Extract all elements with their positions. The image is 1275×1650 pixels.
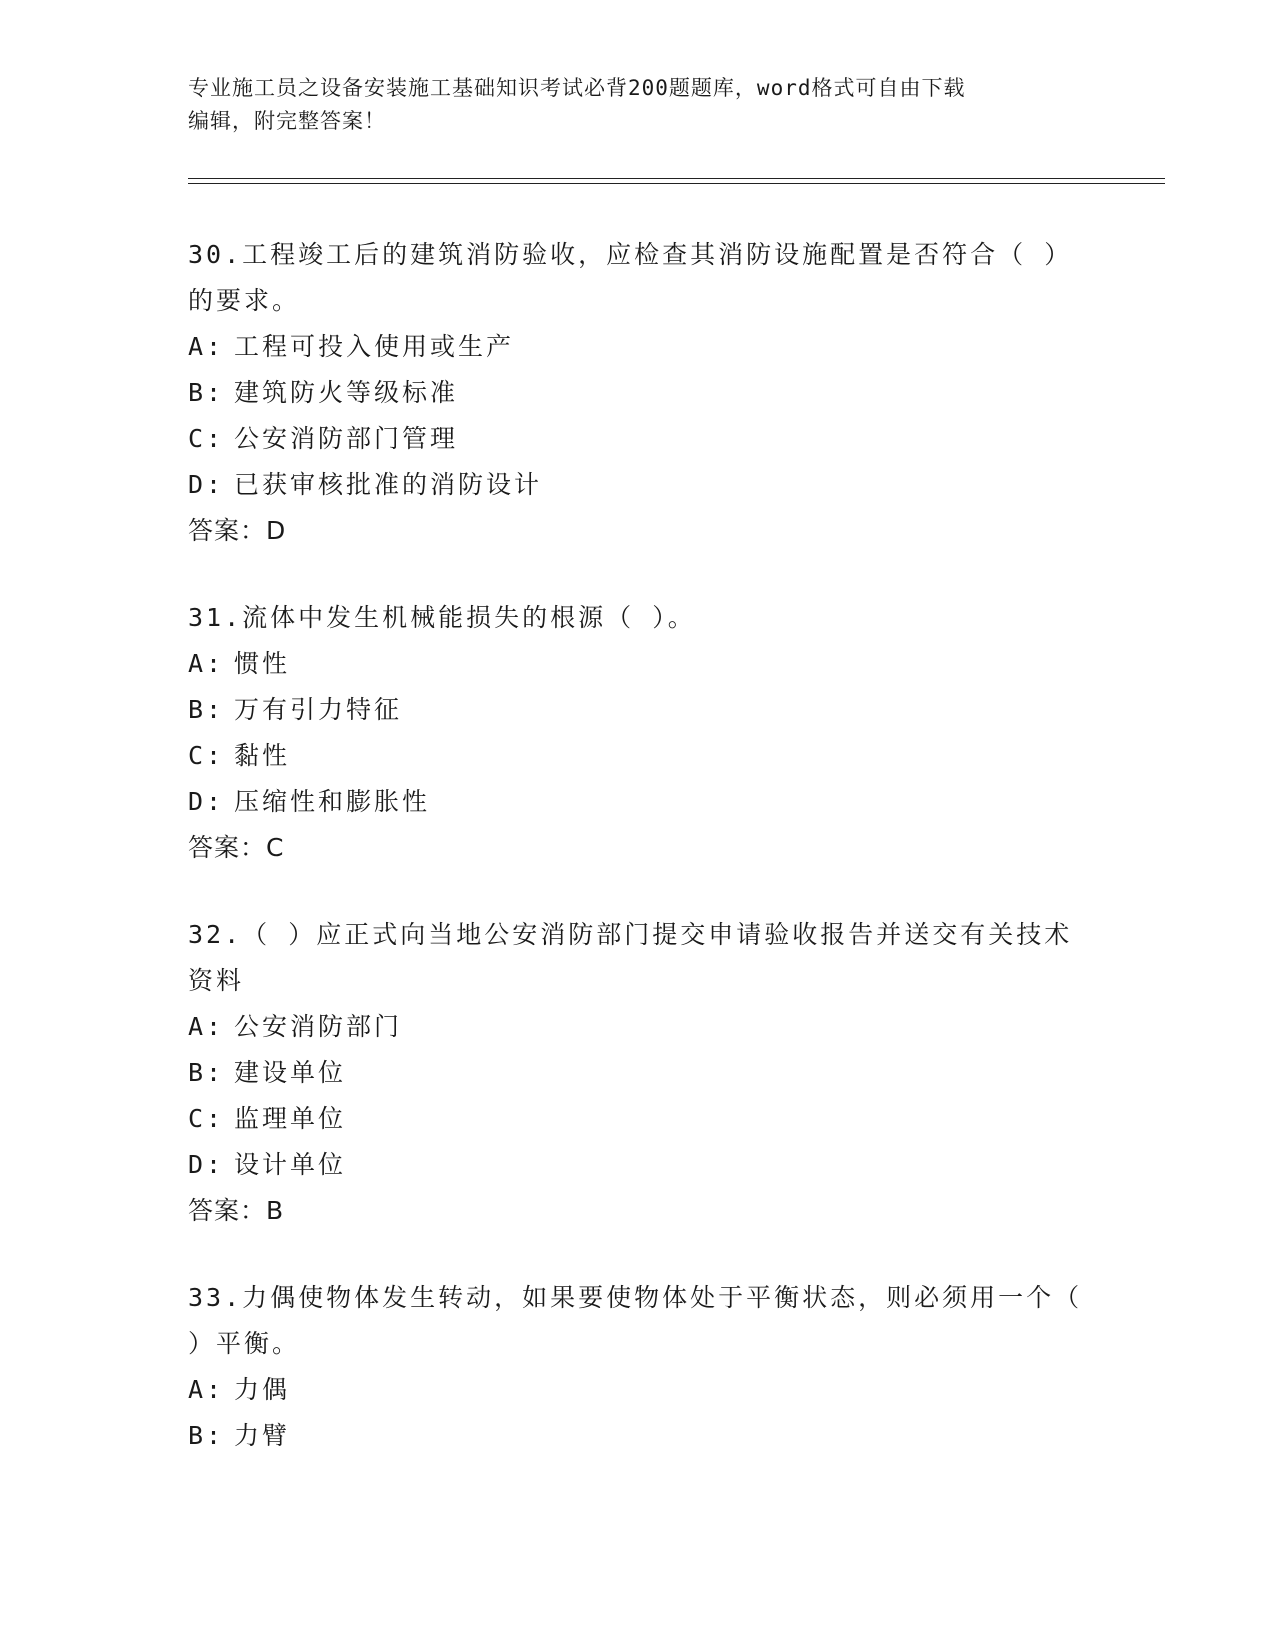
question-31 — [188, 595, 1088, 871]
option-key: C: — [188, 741, 225, 770]
option-b — [188, 687, 1088, 733]
option-key: B: — [188, 695, 225, 724]
option-c — [188, 733, 1088, 779]
option-text: 公安消防部门管理 — [234, 424, 459, 453]
option-text: 惯性 — [234, 649, 291, 678]
question-stem: 30.工程竣工后的建筑消防验收，应检查其消防设施配置是否符合（ ）的要求。 — [188, 240, 1073, 315]
option-a — [188, 1367, 1088, 1413]
option-text: 工程可投入使用或生产 — [234, 332, 515, 361]
option-c — [188, 1096, 1088, 1142]
option-text: 力偶 — [234, 1375, 291, 1404]
header-divider-bottom — [188, 183, 1165, 184]
answer-line: 答案：B — [188, 1196, 285, 1225]
option-b — [188, 1050, 1088, 1096]
option-d — [188, 1142, 1088, 1188]
option-key: C: — [188, 1104, 225, 1133]
header-divider-top — [188, 178, 1165, 179]
option-key: A: — [188, 649, 225, 678]
option-c — [188, 416, 1088, 462]
option-key: B: — [188, 1058, 225, 1087]
option-text: 建筑防火等级标准 — [234, 378, 459, 407]
option-b — [188, 370, 1088, 416]
option-a — [188, 641, 1088, 687]
option-text: 压缩性和膨胀性 — [234, 787, 431, 816]
header-title-line-2: 编辑，附完整答案！ — [188, 109, 386, 133]
option-b — [188, 1413, 1088, 1459]
answer-line: 答案：C — [188, 833, 285, 862]
option-a — [188, 1004, 1088, 1050]
option-key: A: — [188, 332, 225, 361]
option-text: 公安消防部门 — [234, 1012, 403, 1041]
option-text: 力臂 — [234, 1421, 291, 1450]
option-text: 监理单位 — [234, 1104, 347, 1133]
option-key: A: — [188, 1012, 225, 1041]
option-key: D: — [188, 1150, 225, 1179]
option-text: 建设单位 — [234, 1058, 347, 1087]
option-text: 设计单位 — [234, 1150, 347, 1179]
header-title-line-1: 专业施工员之设备安装施工基础知识考试必背200题题库，word格式可自由下载 — [188, 76, 966, 100]
option-key: D: — [188, 787, 225, 816]
option-a — [188, 324, 1088, 370]
question-list — [188, 232, 1088, 1500]
question-32 — [188, 912, 1088, 1234]
option-key: A: — [188, 1375, 225, 1404]
question-stem: 33.力偶使物体发生转动，如果要使物体处于平衡状态，则必须用一个（ ）平衡。 — [188, 1283, 1083, 1358]
option-key: B: — [188, 1421, 225, 1450]
option-text: 黏性 — [234, 741, 291, 770]
option-key: C: — [188, 424, 225, 453]
question-stem: 32.（ ）应正式向当地公安消防部门提交申请验收报告并送交有关技术资料 — [188, 920, 1073, 995]
option-d — [188, 462, 1088, 508]
question-stem: 31.流体中发生机械能损失的根源（ ）。 — [188, 603, 696, 632]
option-d — [188, 779, 1088, 825]
document-header — [188, 72, 1088, 138]
question-33 — [188, 1275, 1088, 1459]
option-key: D: — [188, 470, 225, 499]
question-30 — [188, 232, 1088, 554]
option-text: 已获审核批准的消防设计 — [234, 470, 543, 499]
answer-line: 答案：D — [188, 516, 287, 545]
option-key: B: — [188, 378, 225, 407]
option-text: 万有引力特征 — [234, 695, 403, 724]
